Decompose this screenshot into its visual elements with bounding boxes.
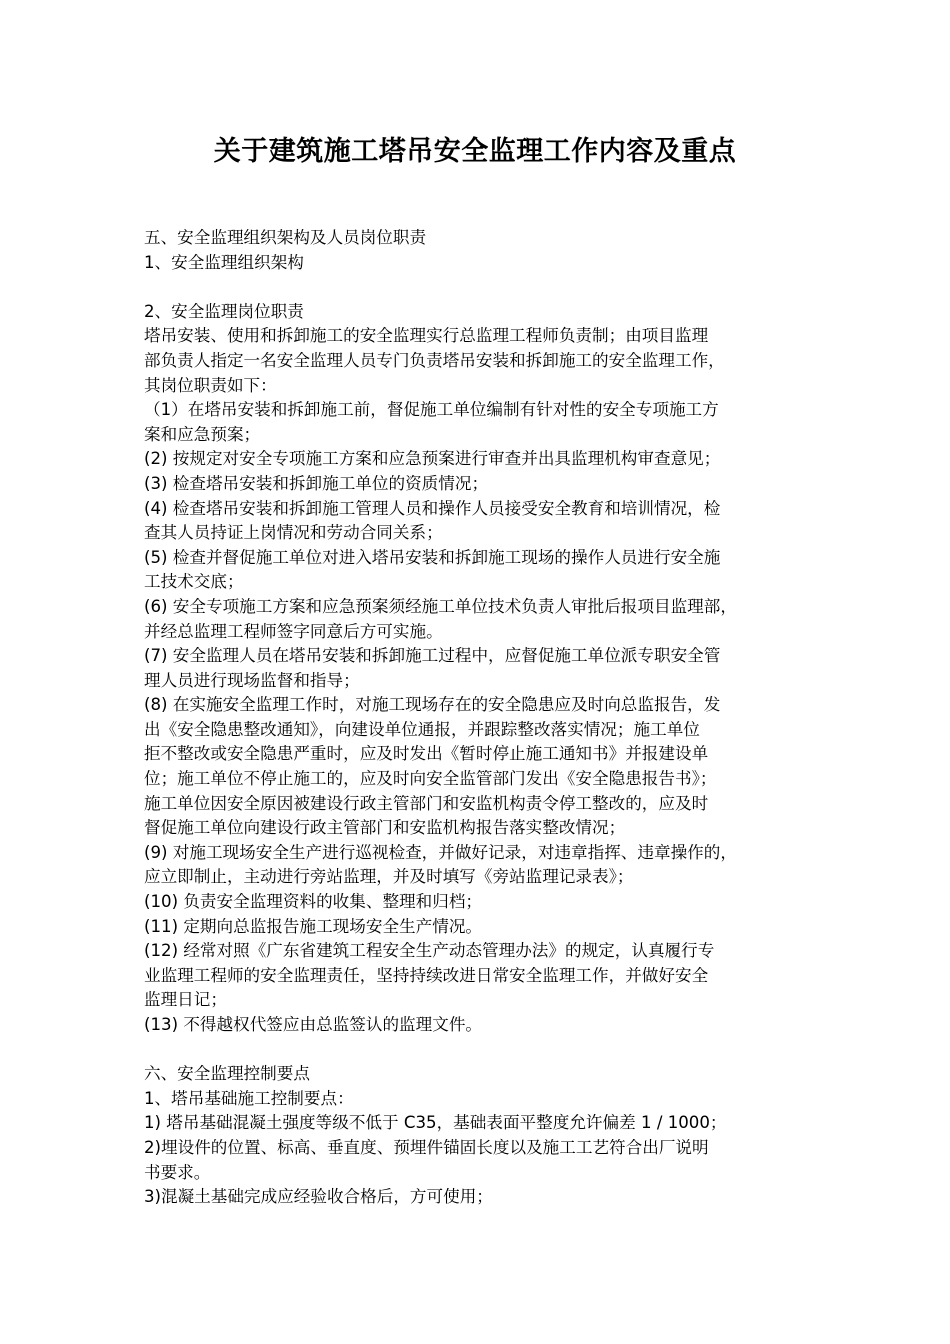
body-line: 2)埋设件的位置、标高、垂直度、预埋件锚固长度以及施工工艺符合出厂说明: [144, 1137, 709, 1157]
body-line: 塔吊安装、使用和拆卸施工的安全监理实行总监理工程师负责制；由项目监理: [144, 326, 709, 346]
body-line: 工技术交底；: [144, 572, 244, 592]
body-line: 六、安全监理控制要点: [144, 1064, 310, 1084]
body-line: (11) 定期向总监报告施工现场安全生产情况。: [144, 916, 483, 936]
body-line: (12) 经常对照《广东省建筑工程安全生产动态管理办法》的规定，认真履行专: [144, 941, 715, 961]
body-line: (7) 安全监理人员在塔吊安装和拆卸施工过程中，应督促施工单位派专职安全管: [144, 646, 721, 666]
body-line: 应立即制止，主动进行旁站监理，并及时填写《旁站监理记录表》；: [144, 867, 634, 887]
body-line: 2、安全监理岗位职责: [144, 301, 304, 321]
body-line: (5) 检查并督促施工单位对进入塔吊安装和拆卸施工现场的操作人员进行安全施: [144, 547, 721, 567]
body-line: 位；施工单位不停止施工的，应及时向安全监管部门发出《安全隐患报告书》；: [144, 769, 717, 789]
body-line: (9) 对施工现场安全生产进行巡视检查，并做好记录，对违章指挥、违章操作的，: [144, 842, 737, 862]
body-line: 业监理工程师的安全监理责任，坚持持续改进日常安全监理工作，并做好安全: [144, 965, 709, 985]
body-line: 督促施工单位向建设行政主管部门和安监机构报告落实整改情况；: [144, 818, 626, 838]
body-line: 部负责人指定一名安全监理人员专门负责塔吊安装和拆卸施工的安全监理工作，: [144, 350, 725, 370]
body-line: 并经总监理工程师签字同意后方可实施。: [144, 621, 443, 641]
body-line: 查其人员持证上岗情况和劳动合同关系；: [144, 523, 443, 543]
body-line: (10) 负责安全监理资料的收集、整理和归档；: [144, 892, 483, 912]
body-line: 1、塔吊基础施工控制要点：: [144, 1088, 354, 1108]
body-line: 出《安全隐患整改通知》，向建设单位通报，并跟踪整改落实情况；施工单位: [144, 719, 700, 739]
body-line: 其岗位职责如下：: [144, 375, 277, 395]
blank-line: [144, 1038, 824, 1063]
body-line: （1）在塔吊安装和拆卸施工前，督促施工单位编制有针对性的安全专项施工方: [144, 400, 719, 420]
blank-line: [144, 275, 824, 300]
body-line: (13) 不得越权代签应由总监签认的监理文件。: [144, 1015, 483, 1034]
body-line: 1、安全监理组织架构: [144, 252, 304, 272]
body-line: 书要求。: [144, 1162, 211, 1182]
body-line: (4) 检查塔吊安装和拆卸施工管理人员和操作人员接受安全教育和培训情况，检: [144, 498, 721, 518]
body-line: (6) 安全专项施工方案和应急预案须经施工单位技术负责人审批后报项目监理部，: [144, 596, 737, 616]
document-title: 关于建筑施工塔吊安全监理工作内容及重点: [213, 136, 737, 167]
body-line: 理人员进行现场监督和指导；: [144, 670, 360, 690]
document-body: [144, 226, 824, 1210]
body-line: (8) 在实施安全监理工作时，对施工现场存在的安全隐患应及时向总监报告，发: [144, 695, 721, 715]
body-line: 1) 塔吊基础混凝土强度等级不低于 C35，基础表面平整度允许偏差 1 / 1000；: [144, 1113, 727, 1133]
body-line: 施工单位因安全原因被建设行政主管部门和安监机构责令停工整改的，应及时: [144, 793, 709, 813]
body-line: 案和应急预案；: [144, 424, 261, 444]
body-line: (3) 检查塔吊安装和拆卸施工单位的资质情况；: [144, 473, 489, 493]
body-line: (2) 按规定对安全专项施工方案和应急预案进行审查并出具监理机构审查意见；: [144, 449, 721, 469]
body-line: 拒不整改或安全隐患严重时，应及时发出《暂时停止施工通知书》并报建设单: [144, 744, 709, 764]
body-line: 3)混凝土基础完成应经验收合格后，方可使用；: [144, 1187, 493, 1207]
body-line: 五、安全监理组织架构及人员岗位职责: [144, 228, 427, 247]
body-line: 监理日记；: [144, 990, 227, 1010]
